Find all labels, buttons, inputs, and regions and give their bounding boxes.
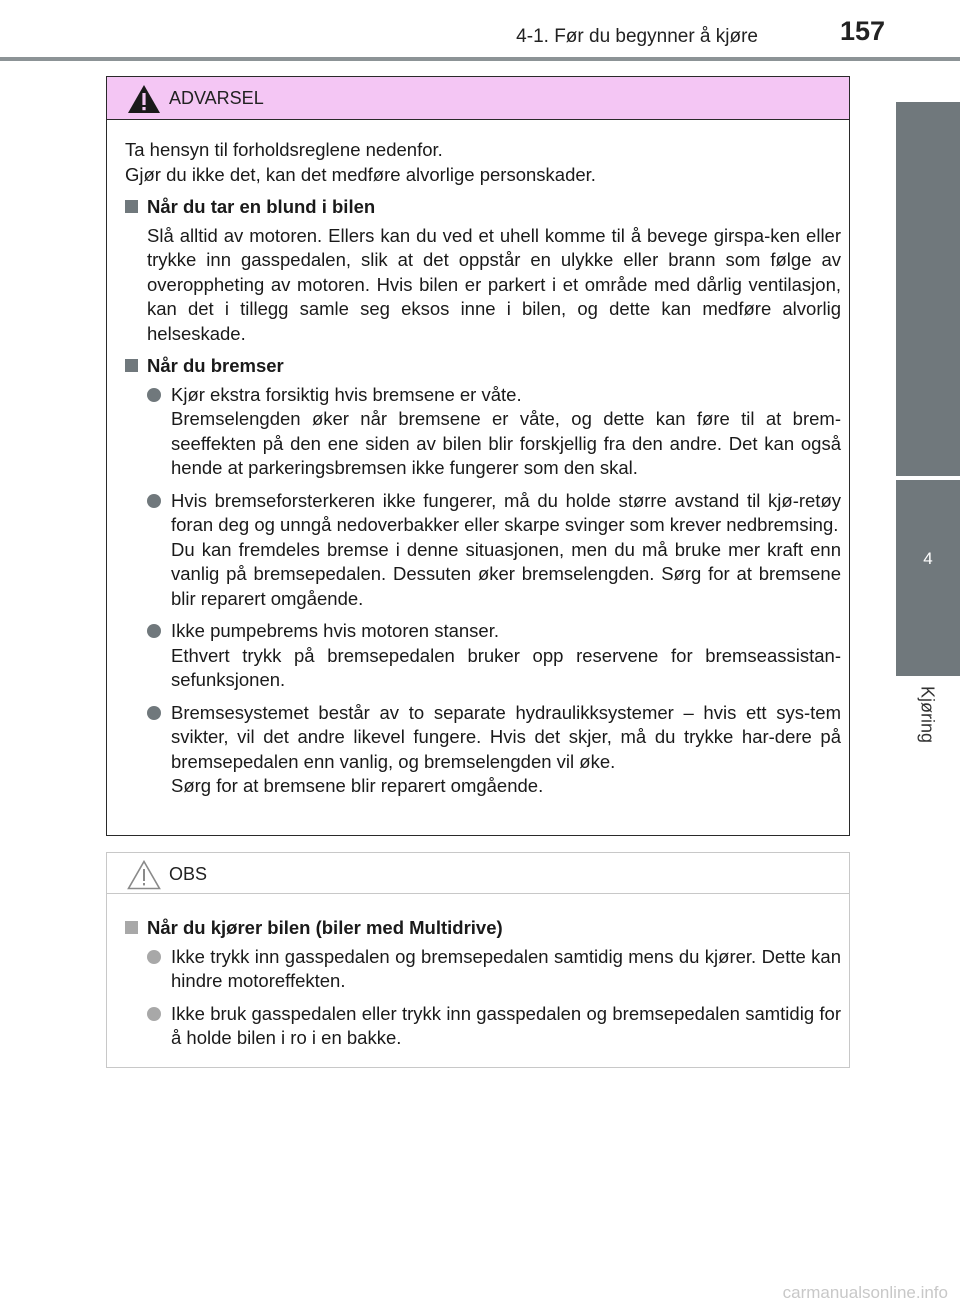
warning-body — [107, 120, 849, 799]
chapter-tab — [896, 102, 960, 1212]
warning-title-bar — [107, 77, 849, 120]
round-bullet-icon — [147, 950, 161, 964]
warning-title: ADVARSEL — [169, 88, 264, 108]
page-number: 157 — [839, 16, 885, 46]
notice-body — [107, 894, 849, 1051]
list-item — [125, 489, 841, 612]
chapter-number-box — [896, 480, 960, 676]
section-paragraph: Slå alltid av motoren. Ellers kan du ved et uhell komme til å bevege girspa-ken eller trykke inn gasspedalen, slik at det oppstår en ulykke eller brann som følge av overoppheting av motoren. Hvis bilen er parkert i et område med dårlig ventilasjon, kan det i tillegg samle seg eksos inne i bilen, og dette kan medføre alvorlig helseskade. — [147, 224, 841, 344]
warning-box — [106, 76, 850, 836]
list-item — [125, 619, 841, 693]
warning-intro-line: Gjør du ikke det, kan det medføre alvorlige personskader. — [125, 163, 596, 185]
list-item-line: Du kan fremdeles bremse i denne situasjonen, men du må bruke mer kraft enn vanlig på bremsepedalen. Dessuten øker bremselengden. Sørg for at bremsene blir reparert omgående. — [171, 538, 841, 609]
list-item-line: Ikke pumpebrems hvis motoren stanser. — [171, 620, 500, 641]
list-item — [125, 1002, 841, 1051]
watermark: carmanualsonline.info — [782, 1283, 948, 1302]
round-bullet-icon — [147, 1007, 161, 1021]
square-bullet-icon — [125, 921, 138, 934]
section-heading — [125, 195, 841, 220]
list-item — [125, 383, 841, 481]
section-title: 4-1. Før du begynner å kjøre — [516, 26, 758, 47]
section-heading — [125, 354, 841, 379]
header-rule — [0, 57, 960, 61]
warning-intro-line: Ta hensyn til forholdsreglene nedenfor. — [125, 139, 443, 160]
round-bullet-icon — [147, 706, 161, 720]
square-bullet-icon — [125, 359, 138, 372]
notice-box — [106, 852, 850, 1068]
chapter-tab-bar — [896, 102, 960, 476]
chapter-number: 4 — [923, 549, 933, 568]
list-item-line: Ethvert trykk på bremsepedalen bruker opp reservene for bremseassistan-sefunksjonen. — [171, 644, 841, 690]
section-heading-text: Når du bremser — [147, 355, 284, 376]
notice-title-bar — [107, 853, 849, 894]
list-item-line: Sørg for at bremsene blir reparert omgående. — [171, 775, 544, 796]
round-bullet-icon — [147, 624, 161, 638]
list-item-line: Hvis bremseforsterkeren ikke fungerer, må du holde større avstand til kjø-retøy foran deg og unngå nedoverbakker eller skarpe svinger som krever nedbremsing. — [171, 489, 841, 535]
list-item-text: Ikke bruk gasspedalen eller trykk inn gasspedalen og bremsepedalen samtidig for å holde bilen i ro i en bakke. — [171, 1002, 841, 1048]
page-header — [0, 0, 960, 60]
list-item — [125, 945, 841, 994]
warning-triangle-icon — [127, 84, 161, 114]
list-item-line: Bremsesystemet består av to separate hydraulikksystemer – hvis ett sys-tem svikter, vil det andre likevel fungere. Hvis det skjer, må du trykke har-dere på bremsepedalen enn vanlig, og bremselengden vil øke. — [171, 701, 841, 772]
section-heading-text: Når du tar en blund i bilen — [147, 196, 376, 217]
caution-triangle-icon — [127, 860, 161, 890]
chapter-label-wrap — [912, 686, 942, 766]
list-item-line: Bremselengden øker når bremsene er våte, og dette kan føre til at brem-seeffekten på den ene siden av bilen blir forskjellig fra den andre. Det kan også hende at parkeringsbremsen ikke fungerer som den skal. — [171, 408, 841, 478]
notice-title: OBS — [169, 864, 208, 884]
list-item-text: Ikke trykk inn gasspedalen og bremsepedalen samtidig mens du kjører. Dette kan hindre motoreffekten. — [171, 945, 841, 991]
list-item — [125, 701, 841, 799]
warning-intro — [125, 138, 841, 187]
section-heading — [125, 916, 841, 941]
section-heading-text: Når du kjører bilen (biler med Multidrive) — [147, 917, 503, 938]
round-bullet-icon — [147, 494, 161, 508]
chapter-label: Kjøring — [917, 686, 938, 744]
list-item-line: Kjør ekstra forsiktig hvis bremsene er våte. — [171, 383, 522, 405]
round-bullet-icon — [147, 388, 161, 402]
square-bullet-icon — [125, 200, 138, 213]
